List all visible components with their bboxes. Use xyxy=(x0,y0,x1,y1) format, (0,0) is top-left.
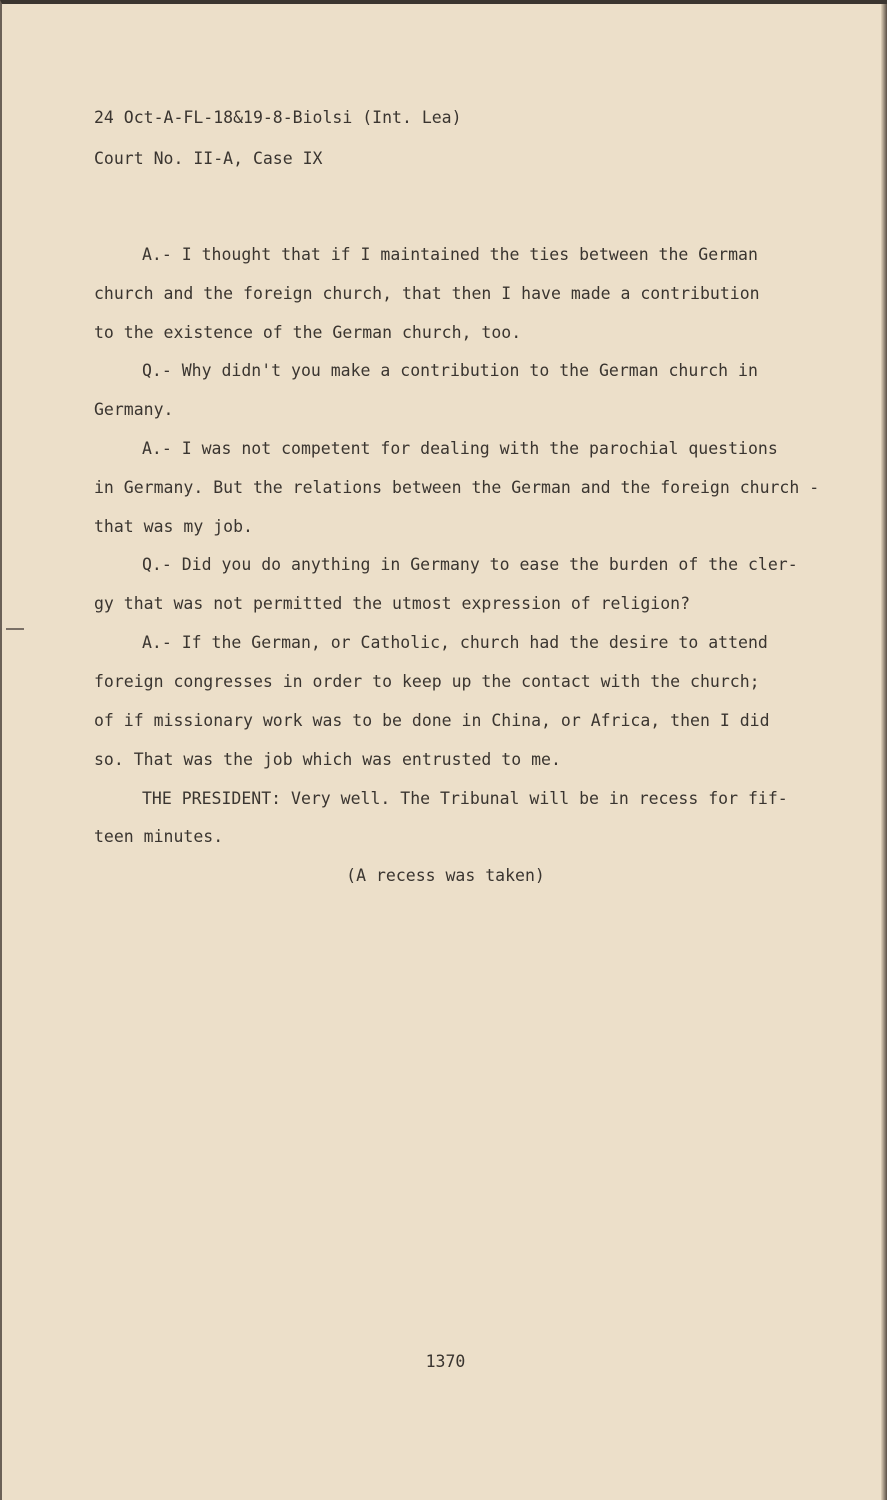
body-line: to the existence of the German church, too. xyxy=(94,323,522,342)
body-line: in Germany. But the relations between the German and the foreign church - xyxy=(94,478,820,497)
body-line: foreign congresses in order to keep up the contact with the church; xyxy=(94,672,760,691)
margin-mark xyxy=(6,628,24,630)
body-line: Germany. xyxy=(94,400,174,419)
body-line: A.- I was not competent for dealing with the parochial questions xyxy=(142,439,778,458)
header-line-1: 24 Oct-A-FL-18&19-8-Biolsi (Int. Lea) xyxy=(94,108,462,127)
body-line: Q.- Why didn't you make a contribution to the German church in xyxy=(142,361,758,380)
recess-note: (A recess was taken) xyxy=(346,866,545,885)
body-line: that was my job. xyxy=(94,517,253,536)
body-line: A.- I thought that if I maintained the ties between the German xyxy=(142,245,758,264)
body-line: A.- If the German, or Catholic, church had the desire to attend xyxy=(142,633,768,652)
header-line-2: Court No. II-A, Case IX xyxy=(94,149,323,168)
body-line: THE PRESIDENT: Very well. The Tribunal will be in recess for fif- xyxy=(142,789,788,808)
body-line: of if missionary work was to be done in China, or Africa, then I did xyxy=(94,711,770,730)
body-line: so. That was the job which was entrusted to me. xyxy=(94,750,561,769)
body-line: teen minutes. xyxy=(94,827,224,846)
body-line: gy that was not permitted the utmost expression of religion? xyxy=(94,594,691,613)
page-number: 1370 xyxy=(425,1352,466,1371)
body-line: church and the foreign church, that then I have made a contribution xyxy=(94,284,760,303)
page-edge-shadow xyxy=(881,4,887,1500)
body-line: Q.- Did you do anything in Germany to ease the burden of the cler- xyxy=(142,555,798,574)
